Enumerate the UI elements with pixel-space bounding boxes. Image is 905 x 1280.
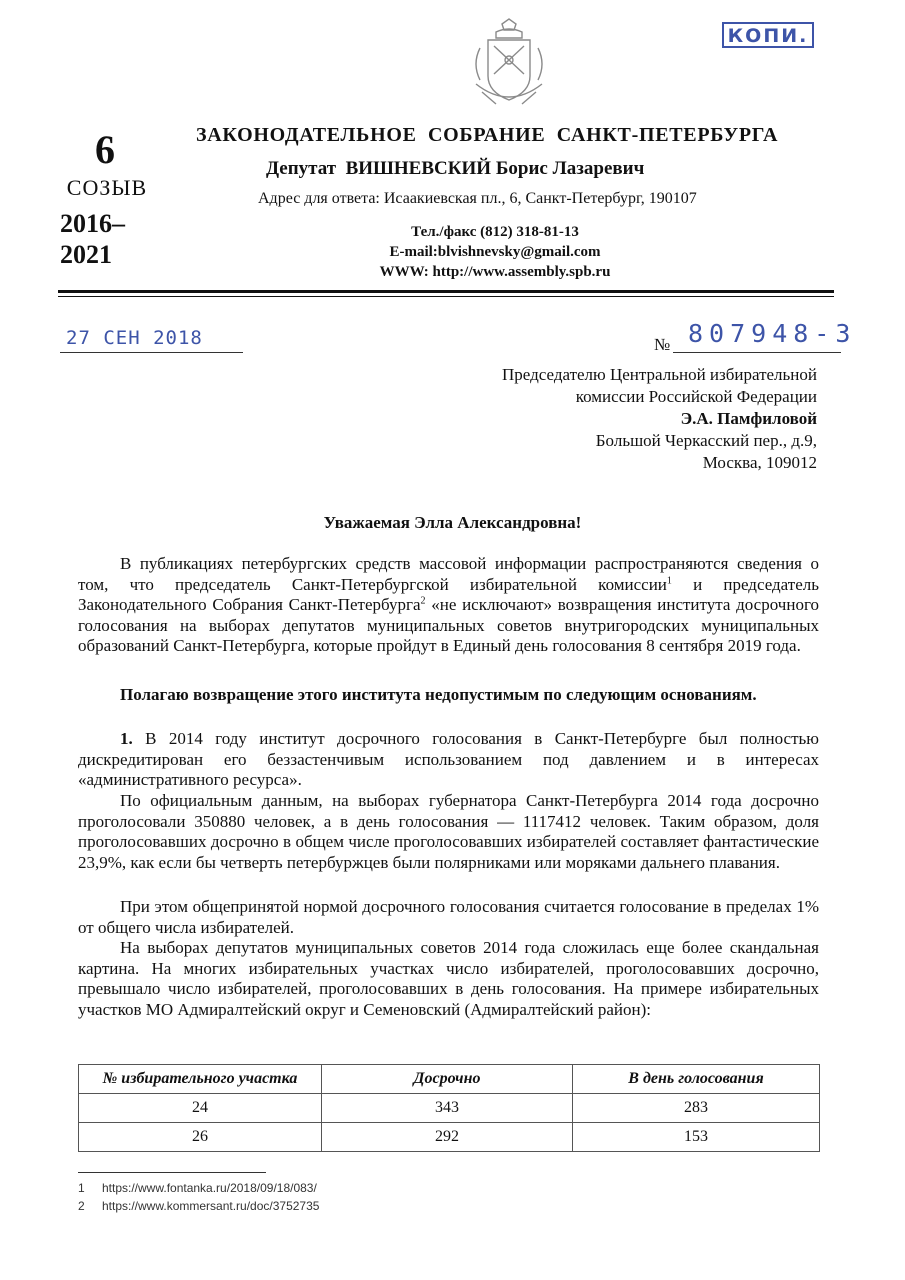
addressee-city: Москва, 109012 <box>702 453 817 472</box>
email-line[interactable]: E-mail:blvishnevsky@gmail.com <box>389 244 601 260</box>
phone-fax: Тел./факс (812) 318-81-13 <box>411 224 579 240</box>
intro-text-2: и председатель Законодательного Собрания Санкт-Петербурга <box>78 574 819 615</box>
addressee-position-line1: Председателю Центральной избирательной <box>502 365 817 384</box>
polling-stations-table <box>78 1064 820 1152</box>
footnote-ref-2[interactable]: 2 <box>420 595 426 607</box>
point-1-text: В 2014 году институт досрочного голосования в Санкт-Петербурге был полностью дискредитирован его беззастенчивым использованием под давлением и в интересах «административного ресурса». <box>78 729 819 790</box>
header-rule-thin <box>58 296 834 297</box>
thesis-paragraph: Полагаю возвращение этого института недопустимым по следующим основаниям. <box>120 685 757 704</box>
addressee-block <box>502 364 817 474</box>
addressee-street: Большой Черкасский пер., д.9, <box>595 431 817 450</box>
norm-paragraph: При этом общепринятой нормой досрочного голосования считается голосование в пределах 1% от общего числа избирателей. <box>78 897 819 937</box>
footnote-2-number: 2 <box>78 1199 85 1213</box>
coat-of-arms-icon <box>466 18 552 110</box>
intro-paragraph <box>78 554 819 657</box>
date-stamp: 27 СЕН 2018 <box>66 327 203 349</box>
footnote-1-link[interactable]: https://www.fontanka.ru/2018/09/18/083/ <box>102 1181 317 1195</box>
table-cell: 24 <box>79 1094 322 1123</box>
convocation-years <box>60 208 170 270</box>
stats-paragraph: По официальным данным, на выборах губернатора Санкт-Петербурга 2014 года досрочно проголосовали 350880 человек, а в день голосования — 1117412 человек. Таким образом, доля проголосовавших досрочно в общем числе проголосовавших избирателей составляет фантастические 23,9%, как если бы четверть петербуржцев были полярниками или моряками дальнего плавания. <box>78 791 819 872</box>
footnote-separator <box>78 1172 266 1173</box>
footnote-2 <box>78 1199 319 1213</box>
assembly-title: ЗАКОНОДАТЕЛЬНОЕ СОБРАНИЕ САНКТ-ПЕТЕРБУРГА <box>196 124 779 146</box>
municipal-paragraph: На выборах депутатов муниципальных советов 2014 года сложилась еще более скандальная картина. На многих избирательных участках число избирателей, проголосовавших досрочно, превышало число избирателей, проголосовавших в день голосования. На примере избирательных участков МО Адмиралтейский округ и Семеновский (Адмиралтейский район): <box>78 938 819 1019</box>
point-1-number: 1. <box>120 729 133 748</box>
convocation-label: СОЗЫВ <box>66 175 148 200</box>
intro-text-1: В публикациях петербургских средств массовой информации распространяются сведения о том, что председатель Санкт-Петербургской избирательной комиссии <box>78 554 819 594</box>
table-header-row <box>79 1065 820 1094</box>
registration-number-stamp: 807948-3 <box>688 319 857 348</box>
deputy-name: Депутат ВИШНЕВСКИЙ Борис Лазаревич <box>266 158 645 179</box>
convocation-number: 6 <box>95 127 115 172</box>
convocation-years-start: 2016– <box>60 209 125 238</box>
footnote-1-number: 1 <box>78 1181 85 1195</box>
footnote-1 <box>78 1181 317 1195</box>
table-cell: 343 <box>322 1094 573 1123</box>
table-cell: 26 <box>79 1123 322 1152</box>
intro-text-3: «не исключают» возвращения института досрочного голосования на выборах депутатов муниципальных советов внутригородских муниципальных образований Санкт-Петербурга, которые пройдут в Единый день голосования 8 сентября 2019 года. <box>78 595 819 656</box>
convocation-years-end: 2021 <box>60 240 112 269</box>
number-sign: № <box>654 335 671 354</box>
table-row <box>79 1094 820 1123</box>
addressee-name: Э.А. Памфиловой <box>680 409 817 428</box>
reply-address: Адрес для ответа: Исаакиевская пл., 6, Санкт-Петербург, 190107 <box>258 190 697 207</box>
table-header-election-day: В день голосования <box>573 1065 820 1094</box>
table-header-station: № избирательного участка <box>79 1065 322 1094</box>
point-1-paragraph <box>78 729 819 791</box>
header-rule-thick <box>58 290 834 293</box>
salutation: Уважаемая Элла Александровна! <box>323 513 582 532</box>
copy-stamp: КОПИ. <box>722 22 814 48</box>
table-cell: 153 <box>573 1123 820 1152</box>
date-underline <box>60 352 243 353</box>
table-header-early: Досрочно <box>322 1065 573 1094</box>
addressee-position-line2: комиссии Российской Федерации <box>575 387 817 406</box>
number-underline <box>673 352 841 353</box>
footnote-ref-1[interactable]: 1 <box>666 574 672 586</box>
table-cell: 292 <box>322 1123 573 1152</box>
table-cell: 283 <box>573 1094 820 1123</box>
footnote-2-link[interactable]: https://www.kommersant.ru/doc/3752735 <box>102 1199 320 1213</box>
table-row <box>79 1123 820 1152</box>
website-line[interactable]: WWW: http://www.assembly.spb.ru <box>379 264 611 280</box>
